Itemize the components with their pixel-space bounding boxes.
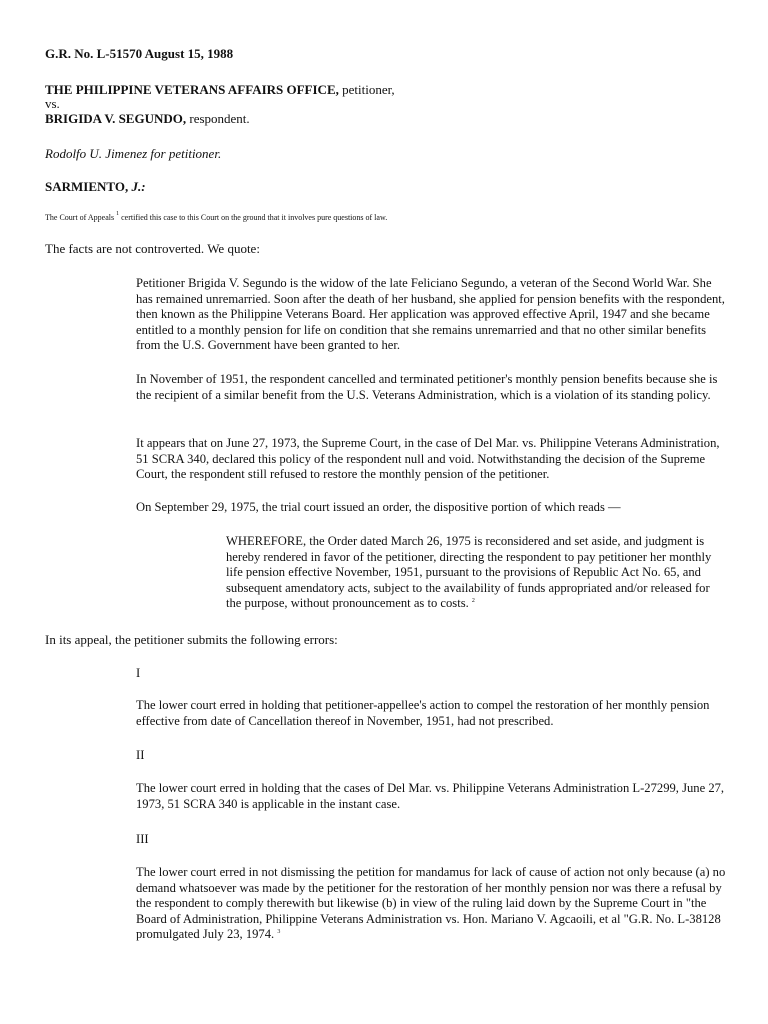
facts-intro: The facts are not controverted. We quote: bbox=[45, 241, 260, 256]
counsel-line: Rodolfo U. Jimenez for petitioner. bbox=[45, 146, 222, 161]
quoted-fact-paragraph: In November of 1951, the respondent cancelled and terminated petitioner's monthly pension benefits because she is the recipient of a similar benefit from the U.S. Veterans Administration, which is a violation of its standing policy. bbox=[136, 372, 718, 402]
respondent-line bbox=[45, 111, 725, 127]
ponente-title: J.: bbox=[131, 179, 146, 194]
error-numeral: I bbox=[136, 666, 141, 680]
petitioner-name: THE PHILIPPINE VETERANS AFFAIRS OFFICE, bbox=[45, 82, 339, 97]
dispositive-quote bbox=[226, 534, 726, 612]
error-paragraph: The lower court erred in holding that petitioner-appellee's action to compel the restoration of her monthly pension effective from date of Cancellation thereof in November, 1951, had not prescribed. bbox=[136, 698, 710, 728]
intro-text-before: The Court of Appeals bbox=[45, 213, 117, 222]
footnote-ref-3[interactable]: 3 bbox=[277, 929, 281, 936]
error-text: The lower court erred in not dismissing the petition for mandamus for lack of cause of action not only because (a) no demand whatsoever was made by the petitioner for the restoration of her monthly pension nor was there a refusal by the respondent to comply therewith but likewise (b) in view of the ruling laid down by the Supreme Court in "the Board of Administration, Philippine Veterans Administration vs. Hon. Mariano V. Agcaoili, et al "G.R. No. L-38128 promulgated July 23, 1974. bbox=[136, 865, 726, 942]
errors-intro: In its appeal, the petitioner submits the following errors: bbox=[45, 632, 338, 647]
ponente-line bbox=[45, 179, 725, 195]
petitioner-role: petitioner, bbox=[338, 82, 395, 97]
quoted-fact-paragraph: Petitioner Brigida V. Segundo is the widow of the late Feliciano Segundo, a veteran of the Second World War. She has remained unremarried. Soon after the death of her husband, she applied for pension benefits with the respondent, then known as the Philippine Veterans Board. Her application was approved effective April, 1947 and she became entitled to a monthly pension for life on condition that she remains unremarried and that no other similar benefits from the U.S. Government have been granted to her. bbox=[136, 276, 725, 353]
footnote-ref-2[interactable]: 2 bbox=[471, 598, 475, 605]
error-paragraph: The lower court erred in holding that the cases of Del Mar. vs. Philippine Veterans Administration L-27299, June 27, 1973, 51 SCRA 340 is applicable in the instant case. bbox=[136, 781, 725, 811]
respondent-name: BRIGIDA V. SEGUNDO, bbox=[45, 111, 187, 126]
respondent-role: respondent. bbox=[186, 111, 250, 126]
quoted-fact-paragraph: On September 29, 1975, the trial court issued an order, the dispositive portion of which reads — bbox=[136, 500, 621, 514]
versus-label: vs. bbox=[45, 96, 60, 111]
error-numeral: III bbox=[136, 832, 149, 846]
intro-text-after: certified this case to this Court on the ground that it involves pure questions of law. bbox=[119, 213, 388, 222]
footnote-ref-1[interactable]: 1 bbox=[116, 211, 120, 217]
dispositive-text: WHEREFORE, the Order dated March 26, 1975 is reconsidered and set aside, and judgment is hereby rendered in favor of the petitioner, directing the respondent to pay petitioner her monthly life pension effective November, 1951, pursuant to the provisions of Republic Act No. 65, and subsequent amendatory acts, subject to the availability of funds appropriated and/or released for the purpose, without pronouncement as to costs. bbox=[226, 534, 712, 611]
docket-heading: G.R. No. L-51570 August 15, 1988 bbox=[45, 46, 234, 61]
error-numeral: II bbox=[136, 748, 145, 762]
intro-paragraph bbox=[45, 212, 725, 223]
error-paragraph bbox=[136, 865, 726, 943]
quoted-fact-paragraph: It appears that on June 27, 1973, the Supreme Court, in the case of Del Mar. vs. Philippine Veterans Administration, 51 SCRA 340, declared this policy of the respondent null and void. Notwithstanding the decision of the Supreme Court, the respondent still refused to restore the monthly pension of the petitioner. bbox=[136, 436, 720, 482]
ponente-name: SARMIENTO, bbox=[45, 179, 132, 194]
